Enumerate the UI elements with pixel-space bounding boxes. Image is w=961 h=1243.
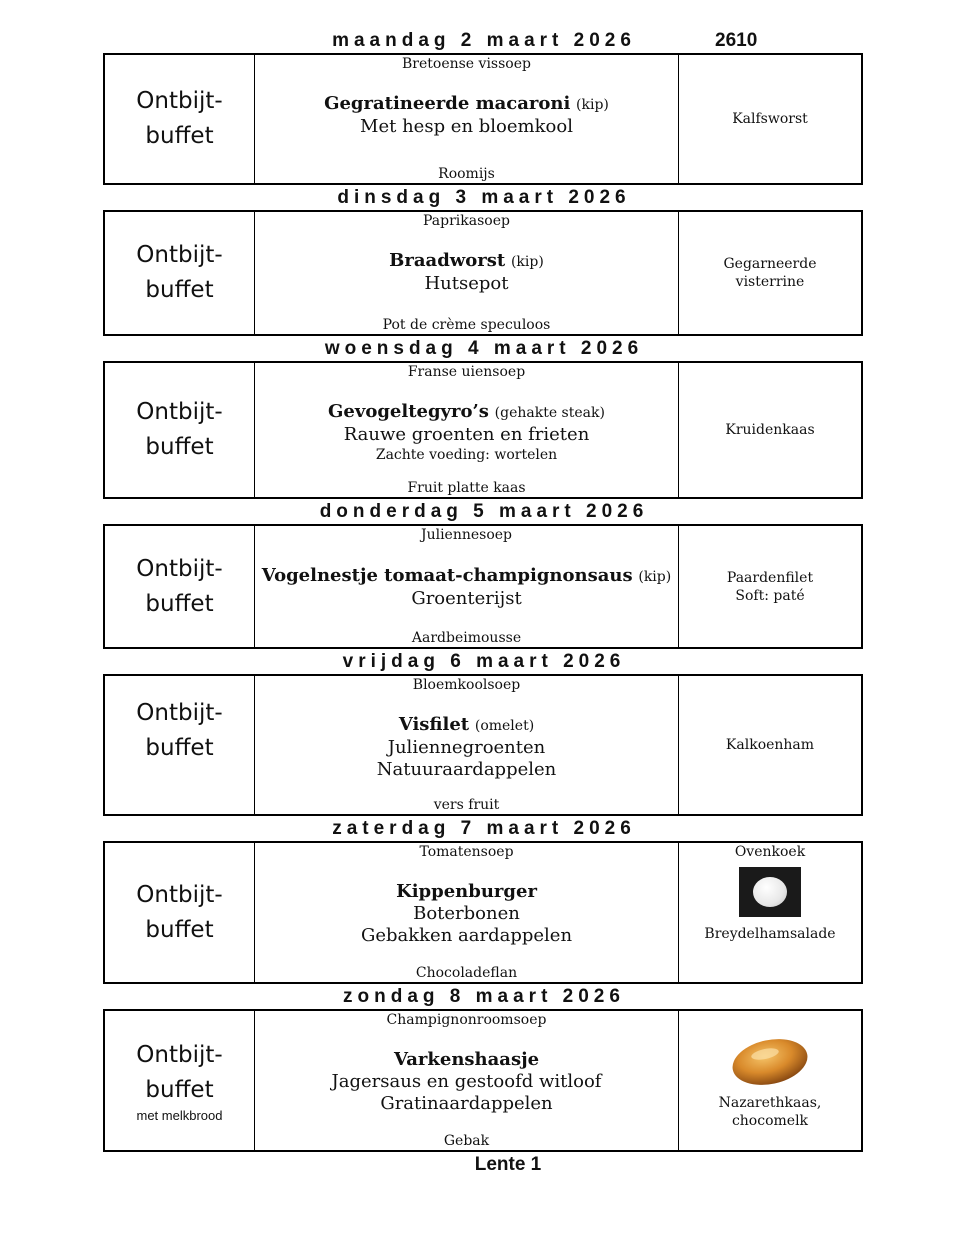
main-course: [255, 250, 678, 295]
soup: Juliennesoep: [420, 527, 513, 543]
evening-item: chocomelk: [731, 1112, 809, 1129]
evening-top-item: Ovenkoek: [734, 844, 806, 860]
day-date: zondag 8 maart 2026: [343, 986, 625, 1007]
main-course: [255, 714, 678, 781]
bun-photo: [729, 1032, 811, 1090]
soup: Tomatensoep: [419, 844, 514, 860]
main-dish: Braadworst: [389, 250, 506, 271]
breakfast-line: buffet: [145, 916, 214, 943]
day-date: woensdag 4 maart 2026: [324, 338, 644, 359]
soup: Bretoense vissoep: [402, 56, 531, 72]
evening-cell: [679, 212, 861, 334]
breakfast-line: Ontbijt-: [136, 399, 223, 425]
dessert: Aardbeimousse: [411, 630, 522, 646]
day-header-tuesday: [103, 187, 865, 209]
main-note: (kip): [576, 97, 609, 113]
evening-cell: [679, 363, 861, 497]
evening-item: Kalfsworst: [732, 111, 808, 127]
main-dish: Gegratineerde macaroni: [324, 93, 571, 114]
evening-item: Gegarneerde: [723, 256, 817, 272]
main-dish: Visfilet: [398, 714, 470, 735]
breakfast-line: Ontbijt-: [136, 242, 223, 268]
soup: Paprikasoep: [423, 213, 510, 229]
main-dish: Gevogeltegyro’s: [328, 401, 489, 422]
lunch-cell: [255, 363, 679, 497]
day-header-friday: [103, 651, 865, 673]
breakfast-line: Ontbijt-: [136, 88, 223, 114]
diet-note: Zachte voeding: wortelen: [375, 447, 558, 463]
day-header-thursday: [103, 501, 865, 523]
day-block-tuesday: [103, 210, 863, 336]
side-dish: Juliennegroenten: [387, 737, 546, 758]
breakfast-cell: [105, 55, 255, 183]
evening-item: Kruidenkaas: [725, 422, 815, 438]
lunch-cell: [255, 843, 679, 982]
day-date: maandag 2 maart 2026: [332, 30, 636, 51]
side-dish: Rauwe groenten en frieten: [343, 424, 590, 445]
day-header-sunday: [103, 986, 865, 1008]
side-dish: Jagersaus en gestoofd witloof: [331, 1071, 602, 1092]
side-dish: Gratinaardappelen: [380, 1093, 553, 1114]
main-course: [255, 1049, 678, 1115]
breakfast-line: buffet: [145, 277, 214, 303]
main-course: [255, 93, 678, 138]
side-dish: Natuuraardappelen: [376, 759, 557, 780]
breakfast-line: Ontbijt-: [136, 700, 223, 726]
evening-item: Kalkoenham: [725, 737, 815, 753]
breakfast-cell: [105, 363, 255, 497]
main-note: (kip): [510, 254, 544, 270]
lunch-cell: [255, 212, 679, 334]
side-dish: Gebakken aardappelen: [360, 925, 573, 946]
evening-cell: [679, 55, 861, 183]
side-dish: Boterbonen: [413, 903, 520, 924]
main-course: [255, 565, 678, 610]
breakfast-line: buffet: [145, 590, 214, 617]
lunch-cell: [255, 55, 679, 183]
breakfast-cell: [105, 526, 255, 647]
cheese-photo: [739, 867, 801, 917]
dessert: Chocoladeflan: [415, 965, 518, 981]
day-header-saturday: [103, 818, 865, 840]
dessert: Roomijs: [438, 166, 495, 182]
evening-item: Soft: paté: [735, 587, 805, 604]
day-date: zaterdag 7 maart 2026: [332, 818, 636, 839]
evening-cell: [679, 676, 861, 814]
day-block-sunday: [103, 1009, 863, 1152]
breakfast-line: Ontbijt-: [136, 555, 223, 582]
evening-cell: [679, 1011, 861, 1150]
menu-code: 2610: [715, 30, 758, 51]
breakfast-line: Ontbijt-: [136, 881, 223, 908]
breakfast-line: buffet: [145, 123, 214, 149]
dessert: vers fruit: [433, 797, 500, 813]
day-block-thursday: [103, 524, 863, 649]
day-block-saturday: [103, 841, 863, 984]
evening-item: Paardenfilet: [726, 569, 814, 586]
main-dish: Varkenshaasje: [393, 1049, 540, 1070]
breakfast-cell: [105, 212, 255, 334]
main-dish: Vogelnestje tomaat-champignonsaus: [261, 565, 633, 586]
evening-cell: [679, 526, 861, 647]
side-dish: Met hesp en bloemkool: [360, 116, 573, 137]
main-note: (kip): [638, 569, 672, 585]
dessert: Fruit platte kaas: [407, 480, 526, 496]
breakfast-line: buffet: [145, 434, 214, 460]
breakfast-cell: [105, 676, 255, 814]
day-date: donderdag 5 maart 2026: [319, 501, 649, 522]
soup: Champignonroomsoep: [386, 1012, 547, 1028]
soup: Bloemkoolsoep: [412, 677, 521, 693]
day-date: vrijdag 6 maart 2026: [342, 651, 626, 672]
day-block-wednesday: [103, 361, 863, 499]
evening-item: Nazarethkaas,: [718, 1094, 822, 1111]
side-dish: Groenterijst: [411, 588, 522, 609]
lunch-cell: [255, 526, 679, 647]
main-dish: Kippenburger: [396, 881, 537, 902]
soup: Franse uiensoep: [407, 364, 526, 380]
evening-item: Breydelhamsalade: [704, 926, 836, 942]
lunch-cell: [255, 676, 679, 814]
day-date: dinsdag 3 maart 2026: [337, 187, 631, 208]
evening-cell: [679, 843, 861, 982]
evening-item: visterrine: [735, 274, 805, 290]
side-dish: Hutsepot: [424, 273, 509, 294]
breakfast-cell: [105, 1011, 255, 1150]
lunch-cell: [255, 1011, 679, 1150]
dessert: Gebak: [443, 1133, 490, 1149]
day-block-friday: [103, 674, 863, 816]
main-course: [255, 881, 678, 947]
day-block-monday: [103, 53, 863, 185]
dessert: Pot de crème speculoos: [382, 317, 551, 333]
day-header-wednesday: [103, 338, 865, 360]
breakfast-line: buffet: [145, 735, 214, 761]
main-course: [255, 401, 678, 464]
main-note: (omelet): [474, 718, 535, 734]
footer-label: Lente 1: [474, 1154, 542, 1175]
main-note: (gehakte steak): [494, 405, 605, 421]
breakfast-line: buffet: [145, 1076, 214, 1103]
breakfast-line: Ontbijt-: [136, 1041, 223, 1068]
breakfast-note: met melkbrood: [136, 1107, 223, 1123]
day-header-monday: [103, 30, 865, 52]
breakfast-cell: [105, 843, 255, 982]
